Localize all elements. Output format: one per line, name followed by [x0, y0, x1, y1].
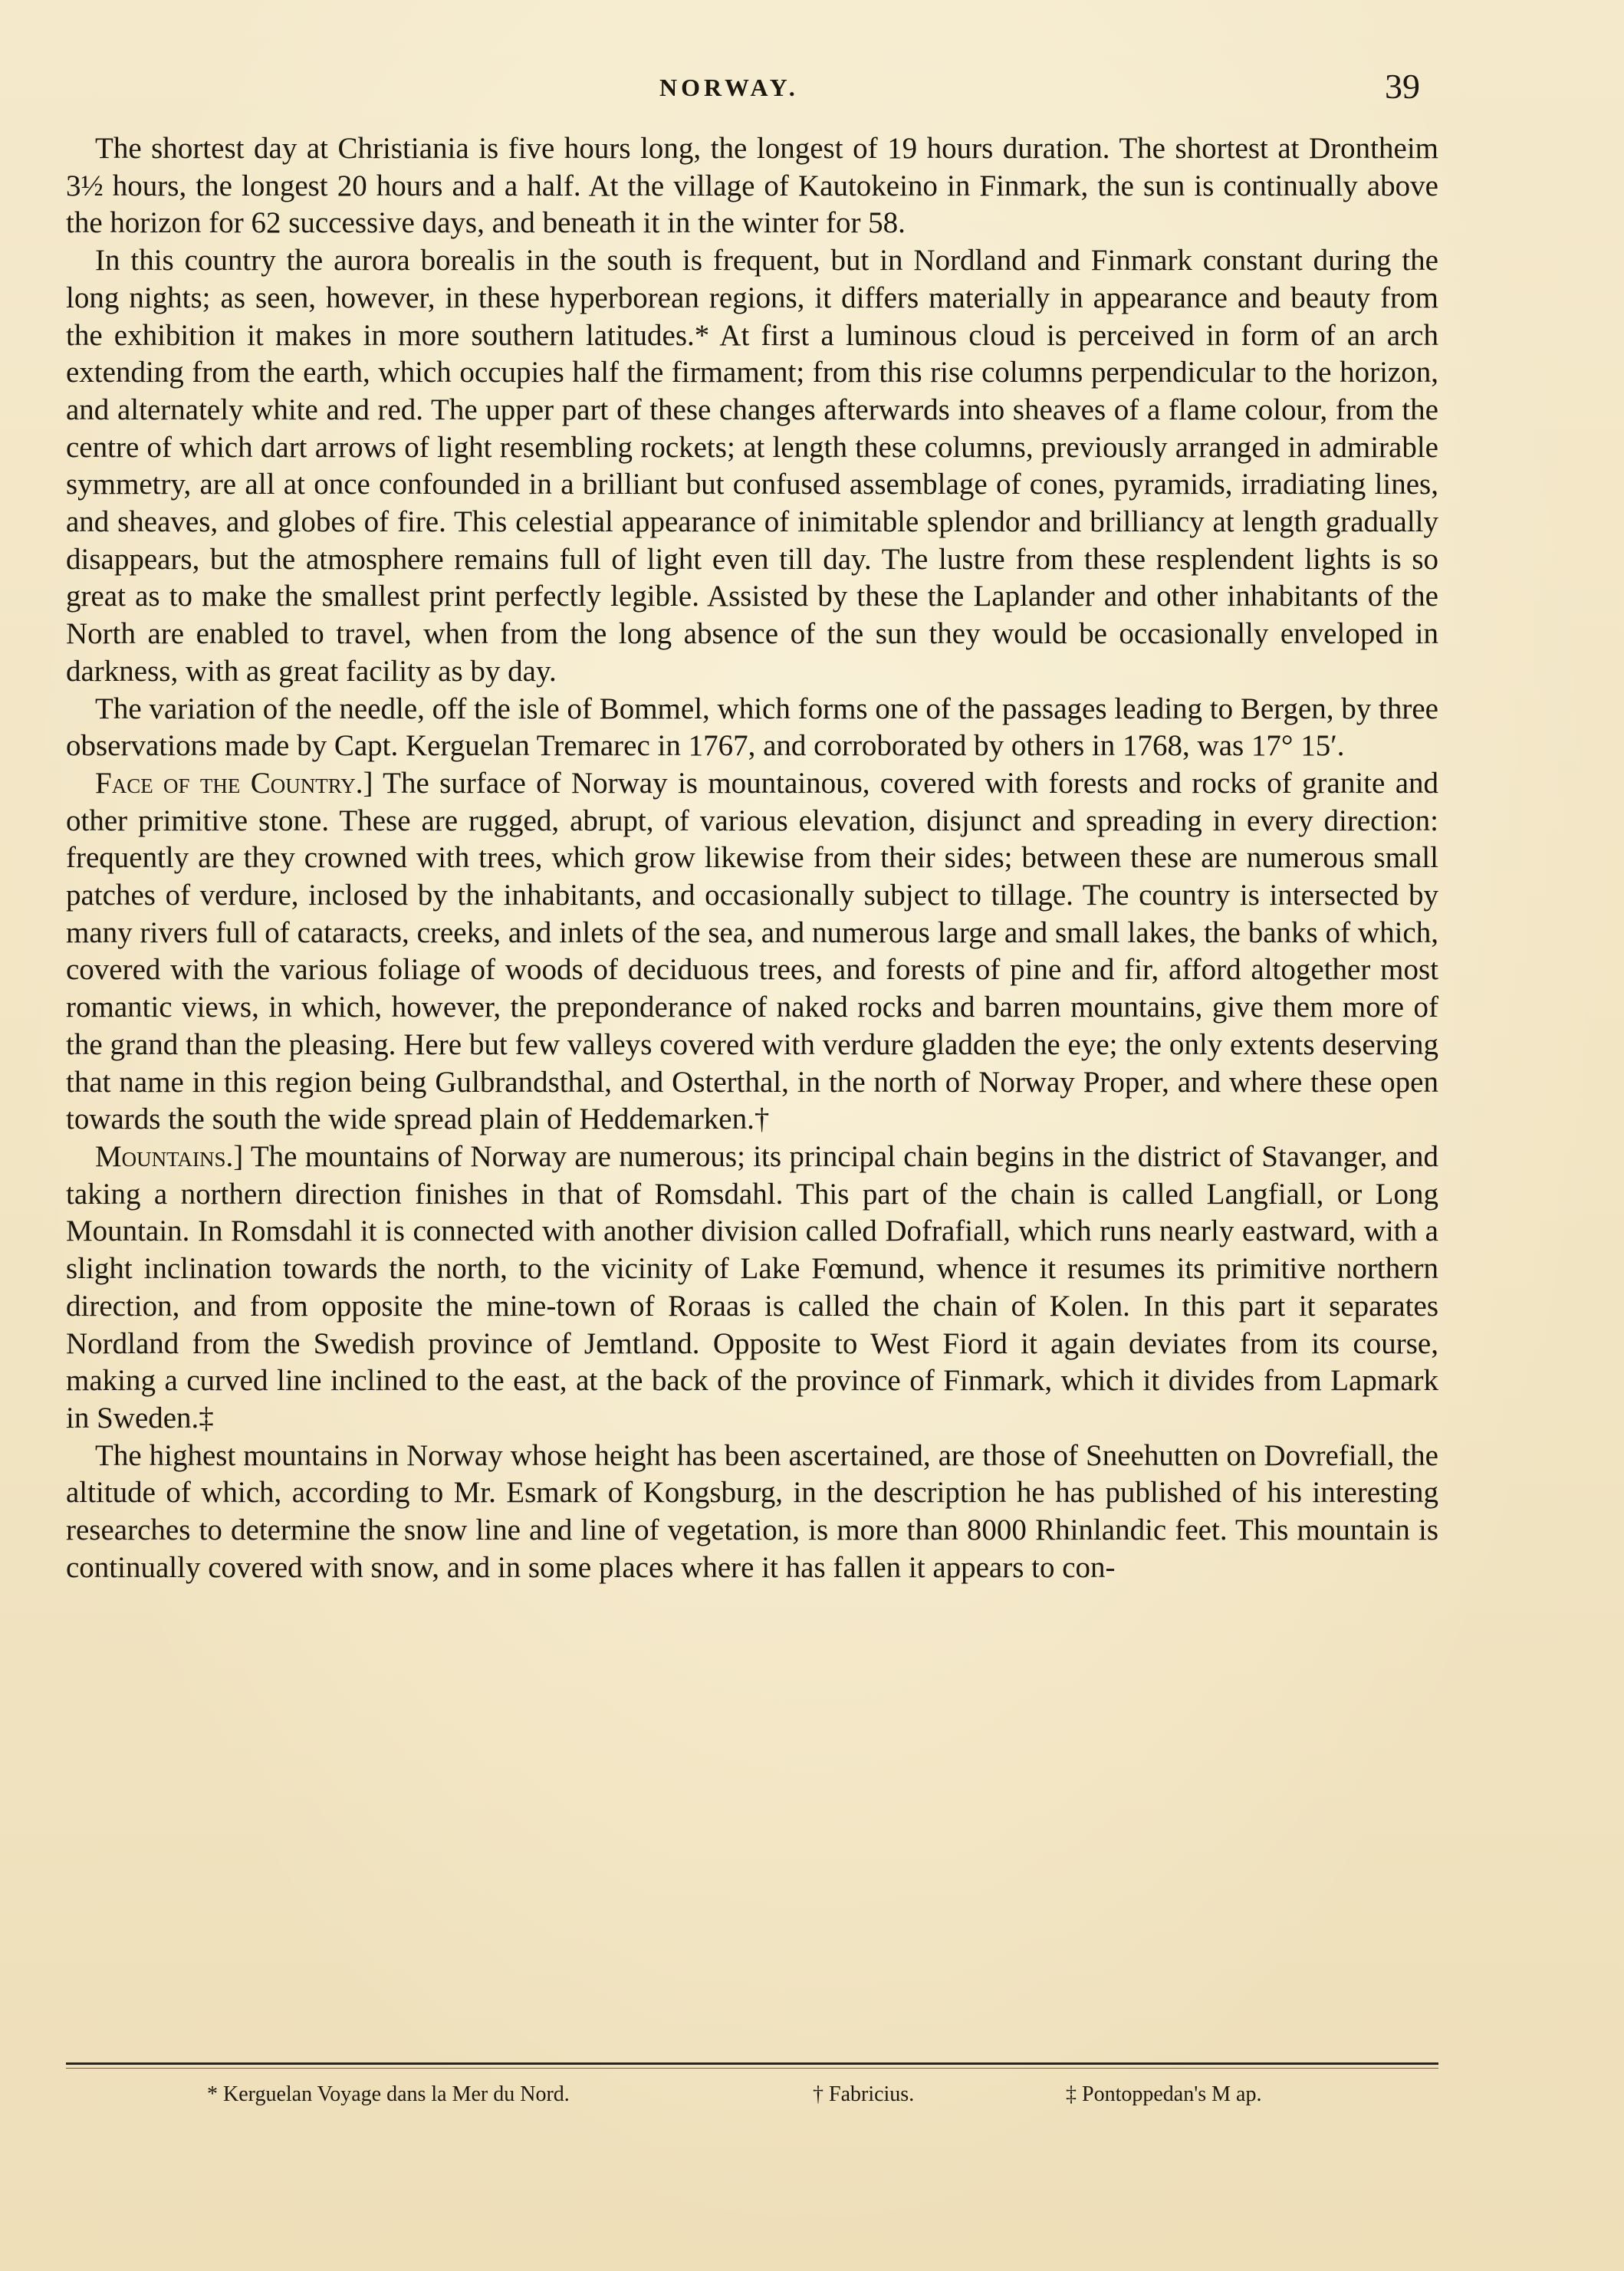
body-text [66, 130, 1438, 1586]
paragraph-mountains [66, 1139, 1438, 1438]
paragraph-text: The variation of the needle, off the isle of Bommel, which forms one of the passages leading to Bergen, by three observations made by Capt. Kerguelan Tremarec in 1767, and corroborated by others in 1768, was 17° 15′. [66, 692, 1438, 763]
paragraph-daylight [66, 130, 1438, 242]
footnote-rule-thin [66, 2068, 1438, 2069]
paragraph-text: In this country the aurora borealis in the south is frequent, but in Nordland and Finmark constant during the long nights; as seen, however, in these hyperborean regions, it differs materially in appearance and beauty from the exhibition it makes in more southern latitudes.* At first a luminous cloud is perceived in form of an arch extending from the earth, which occupies half the firmament; from this rise columns perpendicular to the horizon, and alternately white and red. The upper part of these changes afterwards into sheaves of a flame colour, from the centre of which dart arrows of light resembling rockets; at length these columns, previously arranged in admirable symmetry, are all at once confounded in a brilliant but confused assemblage of cones, pyramids, irradiating lines, and sheaves, and globes of fire. This celestial appearance of inimitable splendor and brilliancy at length gradually disappears, but the atmosphere remains full of light even till day. The lustre from these resplendent lights is so great as to make the smallest print perfectly legible. Assisted by these the Laplander and other inhabitants of the North are enabled to travel, when from the long absence of the sun they would be occasionally enveloped in darkness, with as great facility as by day. [66, 244, 1438, 688]
footnote-kerguelan: * Kerguelan Voyage dans la Mer du Nord. [207, 2082, 570, 2106]
footnote-pontoppedan: ‡ Pontoppedan's M ap. [1066, 2082, 1262, 2106]
paragraph-aurora-borealis [66, 242, 1438, 690]
paragraph-text: The surface of Norway is mountainous, covered with forests and rocks of granite and other primitive stone. These are rugged, abrupt, of various elevation, disjunct and spreading in every direction: frequently are they crowned with trees, which grow likewise from their sides; between these are numerous small patches of verdure, inclosed by the inhabitants, and occasionally subject to tillage. The country is intersected by many rivers full of cataracts, creeks, and inlets of the sea, and numerous large and small lakes, the banks of which, covered with the various foliage of woods of deciduous trees, and forests of pine and fir, afford altogether most romantic views, in which, however, the preponderance of naked rocks and barren mountains, give them more of the grand than the pleasing. Here but few valleys covered with verdure gladden the eye; the only extents deserving that name in this region being Gulbrandsthal, and Osterthal, in the north of Norway Proper, and where these open towards the south the wide spread plain of Heddemarken.† [66, 766, 1439, 1136]
paragraph-highest-mountains [66, 1438, 1438, 1587]
section-heading: Face of the Country.] [95, 766, 373, 800]
section-heading: Mountains.] [95, 1139, 244, 1173]
paragraph-text: The highest mountains in Norway whose height has been ascertained, are those of Sneehutten on Dovrefiall, the altitude of which, according to Mr. Esmark of Kongsburg, in the description he has published of his interesting researches to determine the snow line and line of vegetation, is more than 8000 Rhinlandic feet. This mountain is continually covered with snow, and in some places where it has fallen it appears to con- [66, 1438, 1438, 1584]
paragraph-text: The mountains of Norway are numerous; its principal chain begins in the district of Stavanger, and taking a northern direction finishes in that of Romsdahl. This part of the chain is called Langfiall, or Long Mountain. In Romsdahl it is connected with another division called Dofrafiall, which runs nearly eastward, with a slight inclination towards the north, to the vicinity of Lake Fœmund, whence it resumes its primitive northern direction, and from opposite the mine-town of Roraas is called the chain of Kolen. In this part it separates Nordland from the Swedish province of Jemtland. Opposite to West Fiord it again deviates from its course, making a curved line inclined to the east, at the back of the province of Finmark, which it divides from Lapmark in Sweden.‡ [66, 1139, 1438, 1435]
paragraph-needle-variation [66, 691, 1438, 765]
footnote-rule [66, 2062, 1438, 2065]
page-number: 39 [1385, 67, 1420, 106]
paragraph-face-of-country [66, 765, 1438, 1139]
footnote-fabricius: † Fabricius. [813, 2082, 915, 2106]
running-title: NORWAY. [659, 74, 799, 101]
paragraph-text: The shortest day at Christiania is five hours long, the longest of 19 hours duration. The shortest at Drontheim 3½ hours, the longest 20 hours and a half. At the village of Kautokeino in Finmark, the sun is continually above the horizon for 62 successive days, and beneath it in the winter for 58. [66, 132, 1438, 240]
